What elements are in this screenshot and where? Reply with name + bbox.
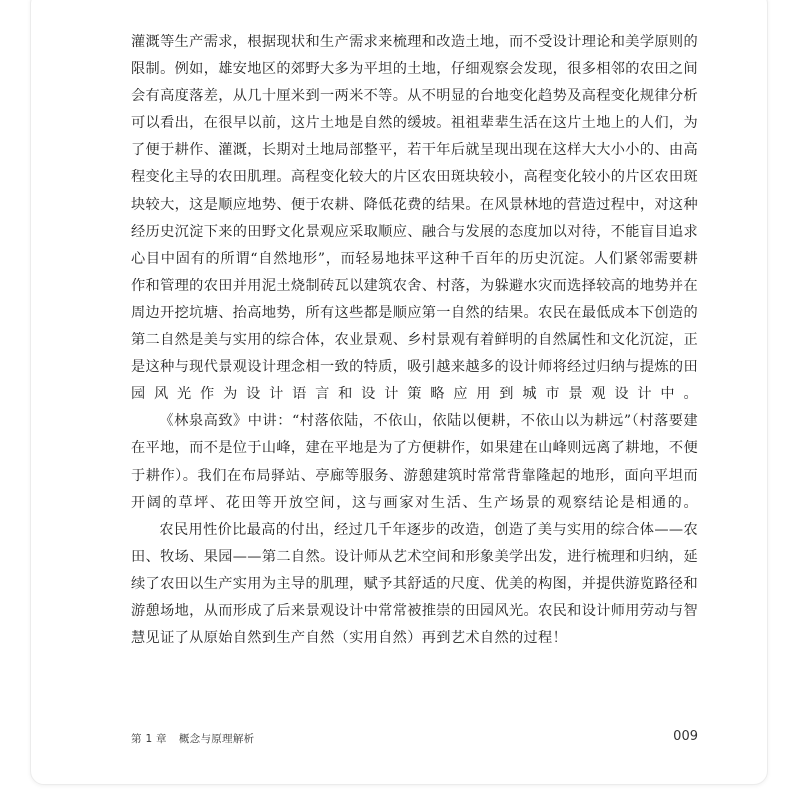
chapter-number: 第 1 章	[131, 733, 167, 745]
chapter-title: 概念与原理解析	[178, 733, 255, 745]
running-footer	[131, 731, 254, 746]
book-page	[30, 0, 768, 785]
paragraph-2: 《林泉高致》中讲：“村落依陆，不依山，依陆以便耕，不依山以为耕远”（村落要建在平地，而不是位于山峰，建在平地是为了方便耕作，如果建在山峰则远离了耕地，不便于耕作）。我们在布局驿站、亭廊等服务、游憩建筑时常常背靠隆起的地形，面向平坦而开阔的草坪、花田等开放空间，这与画家对生活、生产场景的观察结论是相通的。	[131, 413, 698, 511]
page-body-text	[131, 29, 698, 652]
paragraph-3: 农民用性价比最高的付出，经过几千年逐步的改造，创造了美与实用的综合体——农田、牧场、果园——第二自然。设计师从艺术空间和形象美学出发，进行梳理和归纳，延续了农田以生产实用为主导的肌理，赋予其舒适的尺度、优美的构图，并提供游览路径和游憩场地，从而形成了后来景观设计中常常被推崇的田园风光。农民和设计师用劳动与智慧见证了从原始自然到生产自然（实用自然）再到艺术自然的过程！	[131, 521, 698, 647]
page-footer	[131, 729, 698, 749]
paragraph-1: 灌溉等生产需求，根据现状和生产需求来梳理和改造土地，而不受设计理论和美学原则的限制。例如，雄安地区的郊野大多为平坦的土地，仔细观察会发现，很多相邻的农田之间会有高度落差，从几十厘米到一两米不等。从不明显的台地变化趋势及高程变化规律分析可以看出，在很早以前，这片土地是自然的缓坡。祖祖辈辈生活在这片土地上的人们，为了便于耕作、灌溉，长期对土地局部整平，若干年后就呈现出现在这样大大小小的、由高程变化主导的农田肌理。高程变化较大的片区农田斑块较小，高程变化较小的片区农田斑块较大，这是顺应地势、便于农耕、降低花费的结果。在风景林地的营造过程中，对这种经历史沉淀下来的田野文化景观应采取顺应、融合与发展的态度加以对待，不能盲目追求心目中固有的所谓“自然地形”，而轻易地抹平这种千百年的历史沉淀。人们紧邻需要耕作和管理的农田并用泥土烧制砖瓦以建筑农舍、村落，为躲避水灾而选择较高的地势并在周边开挖坑塘、抬高地势，所有这些都是顺应第一自然的结果。农民在最低成本下创造的第二自然是美与实用的综合体，农业景观、乡村景观有着鲜明的自然属性和文化沉淀，正是这种与现代景观设计理念相一致的特质，吸引越来越多的设计师将经过归纳与提炼的田园风光作为设计语言和设计策略应用到城市景观设计中。	[131, 34, 698, 403]
page-number: 009	[673, 729, 698, 744]
